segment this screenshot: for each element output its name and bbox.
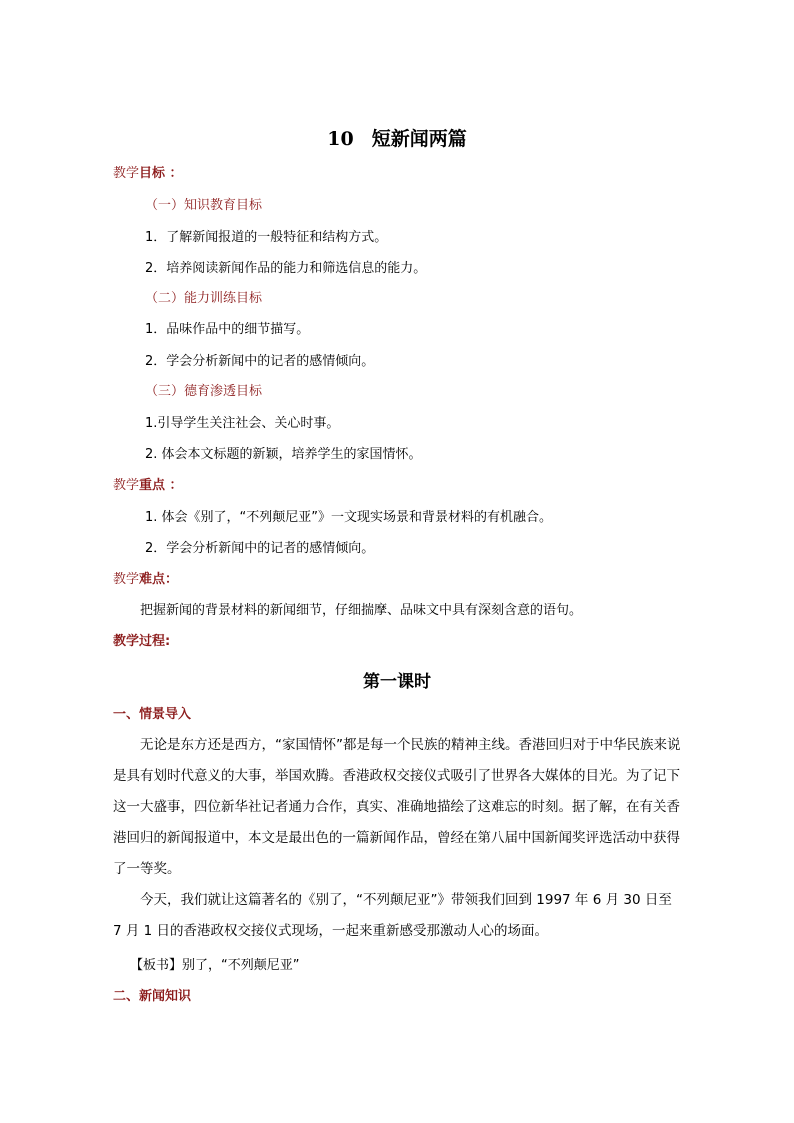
focus-heading xyxy=(113,477,183,495)
title-text: 短新闻两篇 xyxy=(371,128,467,150)
intro-text: 无论是东方还是西方，“家国情怀”都是每一个民族的精神主线。香港回归对于中华民族来说是具有划时代意义的大事，举国欢腾。香港政权交接仪式吸引了世界各大媒体的目光。为了记下这一大盛事，四位新华社记者通力合作，真实、准确地描绘了这难忘的时刻。据了解，在有关香港回归的新闻报道中，本文是最出色的一篇新闻作品，曾经在第八届中国新闻奖评选活动中获得了一等奖。 xyxy=(113,737,681,877)
focus-label: 重点 xyxy=(139,478,166,493)
difficulty-heading xyxy=(113,571,178,589)
goal-sub3-item: 2. 体会本文标题的新颖，培养学生的家国情怀。 xyxy=(145,447,422,462)
focus-prefix: 教学 xyxy=(113,478,140,493)
board-note: 【板书】别了，“不列颠尼亚” xyxy=(130,958,300,973)
lesson-title: 第一课时 xyxy=(363,672,431,692)
goals-heading xyxy=(113,165,183,183)
focus-item: 2．学会分析新闻中的记者的感情倾向。 xyxy=(145,541,375,556)
goal-sub3-heading: （三）德育渗透目标 xyxy=(145,384,263,399)
goal-sub1-item: 1．了解新闻报道的一般特征和结构方式。 xyxy=(145,230,388,245)
goals-label: 目标 xyxy=(139,166,166,181)
goal-sub3-item: 1.引导学生关注社会、关心时事。 xyxy=(145,416,340,431)
lead-text: 今天，我们就让这篇著名的《别了，“不列颠尼亚”》带领我们回到 1997 年 6 月 30 日至 7 月 1 日的香港政权交接仪式现场，一起来重新感受那激动人心的场面。 xyxy=(113,892,672,939)
difficulty-label: 难点： xyxy=(139,572,179,587)
process-heading: 教学过程: xyxy=(113,634,171,649)
goal-sub1-item: 2．培养阅读新闻作品的能力和筛选信息的能力。 xyxy=(145,261,427,276)
title-number: 10 xyxy=(327,128,354,150)
difficulty-prefix: 教学 xyxy=(113,572,140,587)
section-heading: 一、情景导入 xyxy=(113,707,192,722)
goal-sub1-heading: （一）知识教育目标 xyxy=(145,198,263,213)
goals-prefix: 教学 xyxy=(113,166,140,181)
intro-paragraph xyxy=(113,730,683,885)
focus-colon: ： xyxy=(165,478,183,493)
section-heading: 二、新闻知识 xyxy=(113,989,192,1004)
goal-sub2-heading: （二）能力训练目标 xyxy=(145,291,263,306)
lead-paragraph xyxy=(113,885,683,947)
goals-colon: ： xyxy=(165,166,183,181)
goal-sub2-item: 2．学会分析新闻中的记者的感情倾向。 xyxy=(145,354,375,369)
difficulty-text: 把握新闻的背景材料的新闻细节，仔细揣摩、品味文中具有深刻含意的语句。 xyxy=(140,603,583,618)
focus-item: 1. 体会《别了，“不列颠尼亚”》一文现实场景和背景材料的有机融合。 xyxy=(145,510,553,525)
page-title xyxy=(0,124,794,151)
goal-sub2-item: 1．品味作品中的细节描写。 xyxy=(145,322,310,337)
